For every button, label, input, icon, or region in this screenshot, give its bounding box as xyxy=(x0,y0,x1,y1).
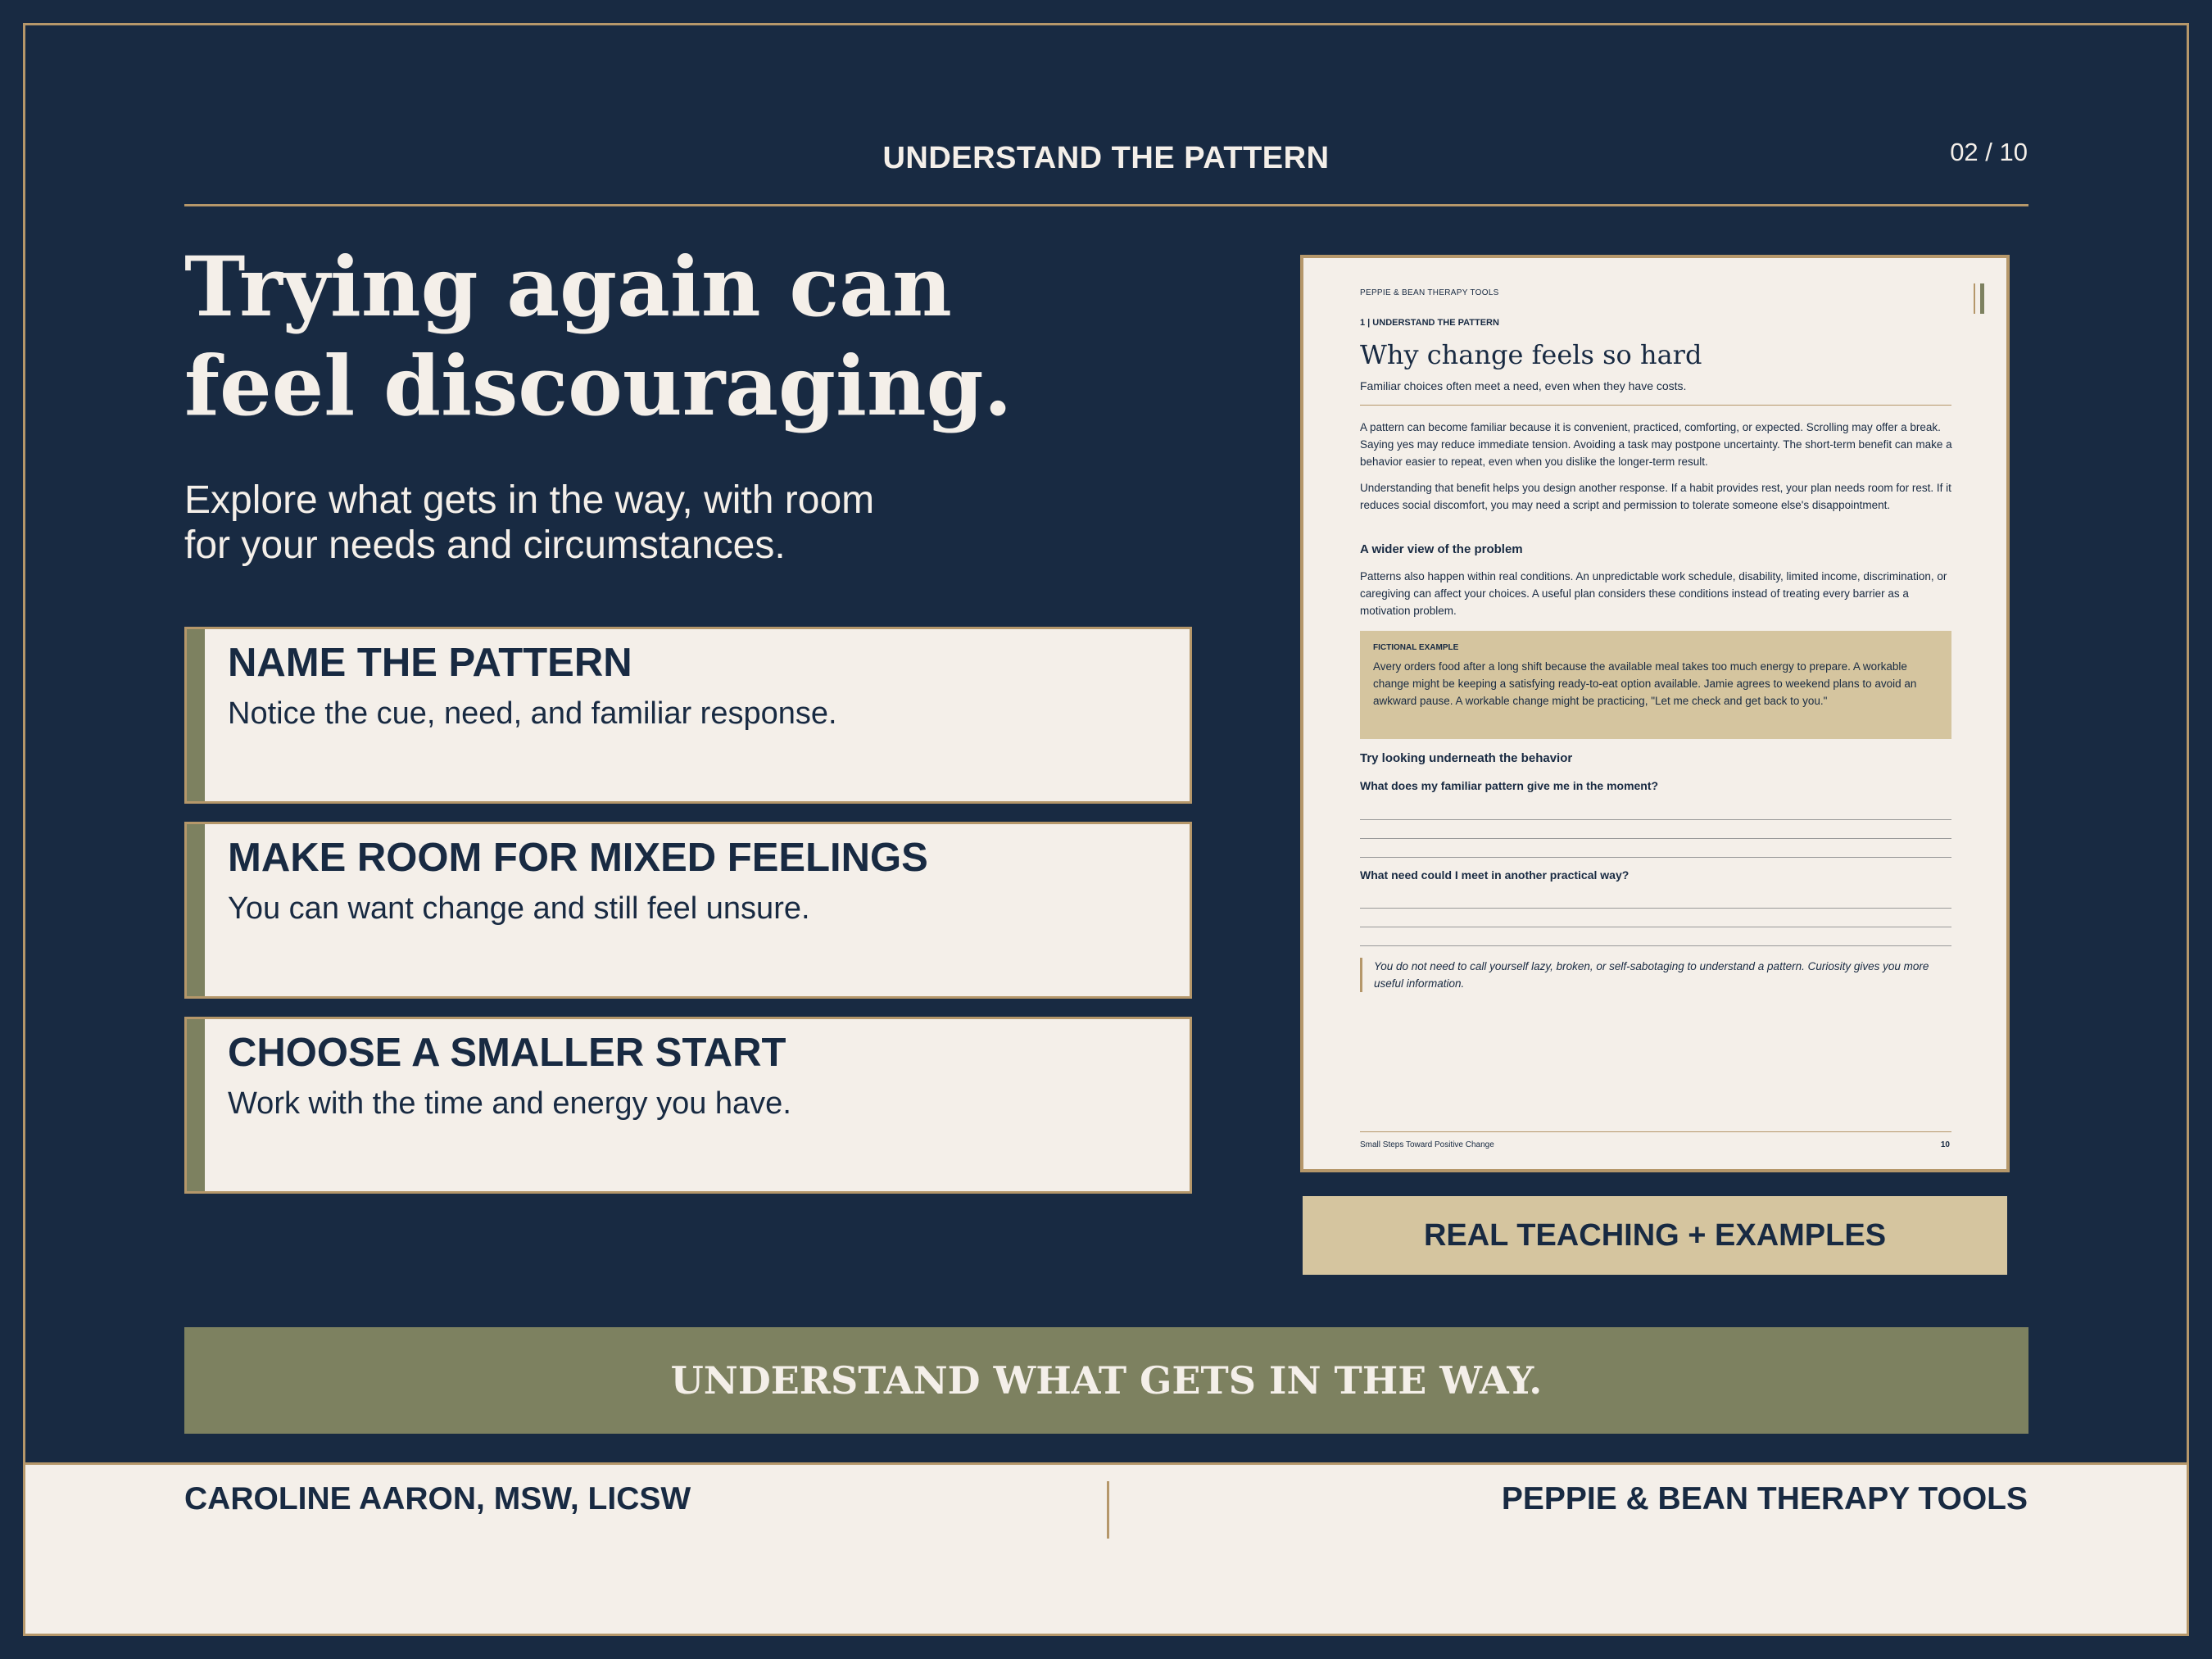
headline xyxy=(184,238,1167,436)
card-title: CHOOSE A SMALLER START xyxy=(228,1031,786,1075)
doc-paragraph-2: Understanding that benefit helps you design another response. If a habit provides rest, your plan needs room for rest. If it reduces social discomfort, you may need a script and permission to tolerate someone else's disappointment. xyxy=(1360,482,1951,511)
doc-reflection-quote: You do not need to call yourself lazy, broken, or self-sabotaging to understand a pattern. Curiosity gives you more useful information. xyxy=(1360,958,1956,992)
headline-line-2: feel discouraging. xyxy=(184,338,1013,434)
doc-subtitle: Familiar choices often meet a need, even when they have costs. xyxy=(1360,379,1687,392)
preview-caption: REAL TEACHING + EXAMPLES xyxy=(1303,1196,2007,1275)
section-title: UNDERSTAND THE PATTERN xyxy=(882,141,1330,175)
example-label: FICTIONAL EXAMPLE xyxy=(1373,643,1459,652)
card-make-room-for-mixed-feelings xyxy=(184,822,1192,999)
doc-brand: PEPPIE & BEAN THERAPY TOOLS xyxy=(1360,288,1499,297)
footer-author: CAROLINE AARON, MSW, LICSW xyxy=(184,1481,691,1516)
headline-line-1: Trying again can xyxy=(184,238,952,335)
card-choose-a-smaller-start xyxy=(184,1017,1192,1194)
doc-question-2: What need could I meet in another practical way? xyxy=(1360,868,1630,882)
answer-line xyxy=(1360,819,1951,820)
doc-title: Why change feels so hard xyxy=(1360,339,1702,370)
doc-heading-wider-view: A wider view of the problem xyxy=(1360,542,1523,556)
card-text: Notice the cue, need, and familiar response. xyxy=(228,696,837,731)
example-text: Avery orders food after a long shift because the available meal takes too much energy to prepare. A workable change might be keeping a satisfying ready-to-eat option available. Jamie agrees to weekend plans to avoid an awkward pause. A workable change might be practicing, "Let me check and get back to you." xyxy=(1373,660,1917,707)
header-divider xyxy=(184,204,2028,206)
subheadline xyxy=(184,478,1167,568)
page-counter: 02 / 10 xyxy=(1950,138,2028,166)
answer-line xyxy=(1360,857,1951,858)
card-accent-bar xyxy=(187,824,205,996)
doc-footer-text: Small Steps Toward Positive Change xyxy=(1360,1140,1494,1149)
footer-brand: PEPPIE & BEAN THERAPY TOOLS xyxy=(1501,1481,2028,1516)
doc-footer-divider xyxy=(1360,1131,1951,1132)
doc-corner-bar xyxy=(1980,283,1984,314)
doc-page-number: 10 xyxy=(1940,1140,1950,1149)
bottom-banner: UNDERSTAND WHAT GETS IN THE WAY. xyxy=(184,1327,2028,1434)
card-accent-bar xyxy=(187,1019,205,1191)
card-title: MAKE ROOM FOR MIXED FEELINGS xyxy=(228,836,928,880)
doc-example-box xyxy=(1360,631,1951,739)
doc-heading-underneath: Try looking underneath the behavior xyxy=(1360,751,1573,765)
doc-section-label: 1 | UNDERSTAND THE PATTERN xyxy=(1360,318,1499,328)
doc-corner-mark xyxy=(1974,283,1975,314)
doc-paragraph-1: A pattern can become familiar because it is convenient, practiced, comforting, or expected. Scrolling may offer a break. Saying yes may reduce immediate tension. Avoiding a task may postpone uncertainty. The short-term benefit can make a behavior easier to repeat, even when you dislike the longer-term result. xyxy=(1360,421,1952,468)
card-text: You can want change and still feel unsure. xyxy=(228,891,810,926)
card-title: NAME THE PATTERN xyxy=(228,641,632,685)
footer-bar xyxy=(23,1462,2189,1636)
doc-question-1: What does my familiar pattern give me in the moment? xyxy=(1360,779,1659,792)
footer-divider xyxy=(1107,1481,1109,1539)
doc-paragraph-3: Patterns also happen within real conditions. An unpredictable work schedule, disability, limited income, discrimination, or caregiving can affect your choices. A useful plan considers these conditions instead of treating every barrier as a motivation problem. xyxy=(1360,570,1947,617)
subhead-line-2: for your needs and circumstances. xyxy=(184,524,786,567)
doc-divider xyxy=(1360,405,1951,406)
card-name-the-pattern xyxy=(184,627,1192,804)
answer-line xyxy=(1360,838,1951,839)
subhead-line-1: Explore what gets in the way, with room xyxy=(184,478,875,522)
answer-line xyxy=(1360,945,1951,946)
card-accent-bar xyxy=(187,629,205,801)
answer-line xyxy=(1360,908,1951,909)
worksheet-preview xyxy=(1300,255,2010,1172)
card-text: Work with the time and energy you have. xyxy=(228,1086,791,1121)
